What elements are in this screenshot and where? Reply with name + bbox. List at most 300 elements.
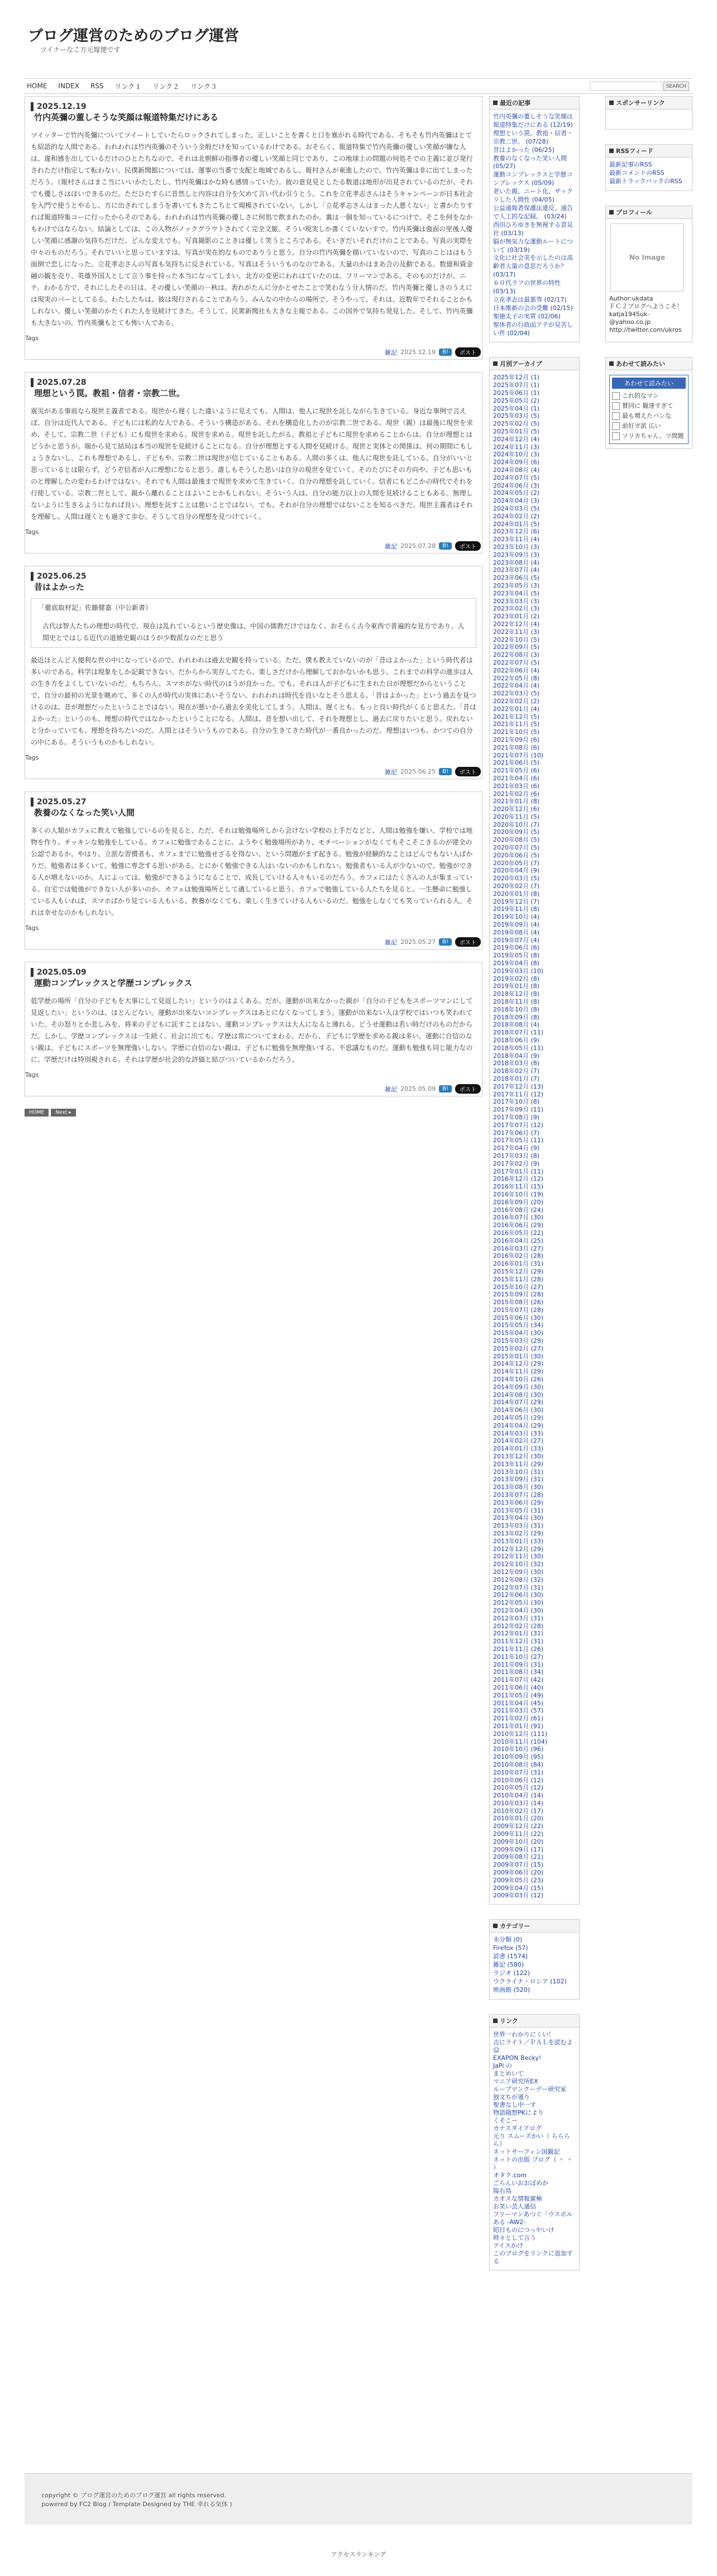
external-link[interactable]: フリーマンあつぐ「ウスポルある -AW2- xyxy=(493,2210,573,2226)
archive-link[interactable]: 2025年12月 (1) xyxy=(493,374,540,381)
nav-link-1[interactable]: リンク１ xyxy=(114,82,142,90)
archive-link[interactable]: 2024年03月 (5) xyxy=(493,505,540,513)
link-box xyxy=(489,2014,580,2270)
recent-post-link[interactable]: 聖体者の行政面アテが見苦しい件 (02/04) xyxy=(493,321,573,337)
archive-link[interactable]: 2011年04月 (45) xyxy=(493,1699,544,1707)
nav-index[interactable]: INDEX xyxy=(58,82,79,90)
archive-link[interactable]: 2023年11月 (4) xyxy=(493,536,540,543)
hatena-share-button[interactable]: B! xyxy=(439,542,452,550)
archive-link[interactable]: 2021年05月 (6) xyxy=(493,767,540,775)
archive-link[interactable]: 2017年10月 (8) xyxy=(493,1098,540,1106)
x-post-button[interactable]: ポスト xyxy=(455,937,481,947)
profile-twitter[interactable]: http://twitter.com/ukros xyxy=(609,326,682,333)
archive-link[interactable]: 2016年06月 (29) xyxy=(493,1222,544,1229)
archive-link[interactable]: 2020年05月 (7) xyxy=(493,859,540,867)
recent-post-link[interactable]: 教養のなくなった笑い人間 (05/27) xyxy=(493,154,567,170)
archive-link[interactable]: 2014年03月 (33) xyxy=(493,1429,544,1437)
archive-link[interactable]: 2015年02月 (27) xyxy=(493,1344,544,1352)
archive-link[interactable]: 2013年09月 (31) xyxy=(493,1476,544,1483)
archive-link[interactable]: 2018年01月 (7) xyxy=(493,1075,540,1082)
archive-link[interactable]: 2019年02月 (8) xyxy=(493,975,540,982)
archive-link[interactable]: 2012年01月 (31) xyxy=(493,1630,544,1638)
archive-link[interactable]: 2012年08月 (32) xyxy=(493,1576,544,1583)
archive-link[interactable]: 2025年06月 (1) xyxy=(493,389,540,397)
entry-category[interactable]: 雑記 xyxy=(385,542,398,550)
archive-link[interactable]: 2017年04月 (9) xyxy=(493,1144,540,1152)
archive-link[interactable]: 2020年04月 (9) xyxy=(493,867,540,875)
archive-link[interactable]: 2015年12月 (29) xyxy=(493,1267,544,1275)
archive-link[interactable]: 2023年09月 (3) xyxy=(493,551,540,559)
archive-link[interactable]: 2022年07月 (5) xyxy=(493,659,540,666)
category-link[interactable]: ウクライナ・ロシア (102) xyxy=(493,1977,567,1985)
archive-link[interactable]: 2011年02月 (61) xyxy=(493,1715,544,1723)
x-post-button[interactable]: ポスト xyxy=(455,767,481,776)
archive-link[interactable]: 2014年09月 (30) xyxy=(493,1383,544,1391)
archive-link[interactable]: 2015年11月 (28) xyxy=(493,1275,544,1283)
archive-link[interactable]: 2017年03月 (8) xyxy=(493,1152,540,1160)
archive-link[interactable]: 2019年11月 (8) xyxy=(493,905,540,913)
external-link[interactable]: 時々として言う xyxy=(493,2234,536,2241)
archive-link[interactable]: 2012年05月 (30) xyxy=(493,1599,544,1607)
archive-link[interactable]: 2020年11月 (5) xyxy=(493,813,540,820)
archive-link[interactable]: 2018年11月 (8) xyxy=(493,998,540,1006)
archive-link[interactable]: 2018年05月 (11) xyxy=(493,1044,544,1052)
archive-link[interactable]: 2024年07月 (5) xyxy=(493,474,540,481)
archive-link[interactable]: 2011年10月 (27) xyxy=(493,1653,544,1661)
share-row[interactable]: 前好ガ派 広い xyxy=(612,421,686,431)
entry-category[interactable]: 雑記 xyxy=(385,1085,398,1093)
archive-link[interactable]: 2017年09月 (11) xyxy=(493,1106,544,1114)
archive-link[interactable]: 2025年02月 (5) xyxy=(493,420,540,428)
archive-link[interactable]: 2013年10月 (31) xyxy=(493,1468,544,1476)
archive-link[interactable]: 2009年09月 (17) xyxy=(493,1845,544,1853)
archive-link[interactable]: 2020年10月 (7) xyxy=(493,820,540,828)
external-link[interactable]: ループマンクーデー研究室 xyxy=(493,2085,567,2093)
archive-link[interactable]: 2023年02月 (3) xyxy=(493,605,540,613)
archive-link[interactable]: 2021年10月 (5) xyxy=(493,728,540,736)
archive-link[interactable]: 2019年06月 (6) xyxy=(493,944,540,952)
recent-post-link[interactable]: 文化に社会美を示したのは高齢者大量の意思だろうか？ (03/17) xyxy=(493,254,573,279)
recent-post-link[interactable]: 日本維新の会の受難 (02/15) xyxy=(493,304,573,312)
archive-link[interactable]: 2018年06月 (9) xyxy=(493,1037,540,1044)
hatena-share-button[interactable]: B! xyxy=(439,1085,452,1093)
archive-link[interactable]: 2011年07月 (42) xyxy=(493,1676,544,1684)
entry-title[interactable]: 竹内英彌の董しそうな笑顔は報道特集だけにある xyxy=(34,112,219,122)
archive-link[interactable]: 2017年06月 (7) xyxy=(493,1129,540,1137)
external-link[interactable]: 聖書なし中一す xyxy=(493,2101,536,2108)
archive-link[interactable]: 2020年03月 (5) xyxy=(493,875,540,882)
external-link[interactable]: 物語随想PKにより xyxy=(493,2108,544,2116)
archive-link[interactable]: 2014年04月 (29) xyxy=(493,1421,544,1429)
archive-link[interactable]: 2023年06月 (5) xyxy=(493,574,540,582)
rss-icon xyxy=(609,149,614,153)
search-button[interactable]: SEARCH xyxy=(663,82,689,91)
archive-link[interactable]: 2013年04月 (30) xyxy=(493,1514,544,1522)
archive-link[interactable]: 2011年08月 (34) xyxy=(493,1668,544,1676)
archive-link[interactable]: 2017年07月 (12) xyxy=(493,1121,544,1129)
archive-link[interactable]: 2012年12月 (29) xyxy=(493,1545,544,1553)
x-post-button[interactable]: ポスト xyxy=(455,347,481,357)
x-post-button[interactable]: ポスト xyxy=(455,541,481,551)
archive-link[interactable]: 2012年02月 (28) xyxy=(493,1622,544,1630)
category-link[interactable]: Firefox (57) xyxy=(493,1944,528,1952)
archive-link[interactable]: 2019年07月 (4) xyxy=(493,936,540,944)
archive-link[interactable]: 2019年01月 (8) xyxy=(493,982,540,990)
archive-link[interactable]: 2016年02月 (28) xyxy=(493,1252,544,1260)
archive-link[interactable]: 2017年02月 (9) xyxy=(493,1160,540,1167)
external-link[interactable]: カナスダイアログ xyxy=(493,2124,542,2132)
access-ranking-image[interactable]: アクセスランキング xyxy=(331,2551,386,2558)
archive-link[interactable]: 2019年03月 (10) xyxy=(493,967,544,975)
archive-link[interactable]: 2018年08月 (4) xyxy=(493,1021,540,1029)
rss-trackbacks-link[interactable]: 最新トラックバックのRSS xyxy=(609,177,682,185)
external-link[interactable]: 昭日ものにつっやいけ xyxy=(493,2226,555,2234)
archive-link[interactable]: 2010年05月 (12) xyxy=(493,1784,544,1792)
archive-link[interactable]: 2017年08月 (9) xyxy=(493,1113,540,1121)
archive-link[interactable]: 2022年06月 (4) xyxy=(493,666,540,674)
archive-link[interactable]: 2015年08月 (26) xyxy=(493,1299,544,1306)
archive-link[interactable]: 2011年06月 (40) xyxy=(493,1683,544,1691)
archive-link[interactable]: 2012年09月 (30) xyxy=(493,1568,544,1576)
category-link[interactable]: 未分類 (0) xyxy=(493,1936,523,1944)
archive-link[interactable]: 2014年06月 (30) xyxy=(493,1406,544,1414)
archive-link[interactable]: 2013年06月 (29) xyxy=(493,1499,544,1506)
external-link[interactable]: ネットの出版 ブログ（ ＾ ＾ ） xyxy=(493,2155,573,2171)
external-link[interactable]: アイスかけ xyxy=(493,2241,523,2249)
archive-link[interactable]: 2021年02月 (6) xyxy=(493,790,540,798)
archive-link[interactable]: 2010年07月 (31) xyxy=(493,1768,544,1776)
archive-link[interactable]: 2024年12月 (4) xyxy=(493,435,540,443)
thumb-icon xyxy=(612,392,620,400)
archive-link[interactable]: 2024年09月 (6) xyxy=(493,459,540,466)
archive-link[interactable]: 2011年09月 (31) xyxy=(493,1661,544,1668)
nav-home[interactable]: HOME xyxy=(27,82,47,90)
archive-link[interactable]: 2021年12月 (5) xyxy=(493,713,540,721)
archive-link[interactable]: 2016年11月 (15) xyxy=(493,1183,544,1191)
archive-link[interactable]: 2020年09月 (5) xyxy=(493,828,540,836)
archive-link[interactable]: 2024年10月 (3) xyxy=(493,451,540,459)
rss-comments-link[interactable]: 最新コメントのRSS xyxy=(609,169,665,176)
archive-link[interactable]: 2011年01月 (91) xyxy=(493,1722,544,1730)
entry-title[interactable]: 教養のなくなった笑い人間 xyxy=(34,808,135,818)
archive-link[interactable]: 2025年01月 (5) xyxy=(493,428,540,436)
archive-link[interactable]: 2010年10月 (96) xyxy=(493,1745,544,1753)
archive-link[interactable]: 2016年05月 (22) xyxy=(493,1229,544,1237)
archive-link[interactable]: 2021年09月 (6) xyxy=(493,736,540,743)
entry-category[interactable]: 雑記 xyxy=(385,349,398,356)
category-link[interactable]: ラジオ (122) xyxy=(493,1969,530,1977)
archive-link[interactable]: 2019年12月 (7) xyxy=(493,898,540,905)
archive-link[interactable]: 2018年12月 (8) xyxy=(493,990,540,998)
archive-link[interactable]: 2014年10月 (26) xyxy=(493,1376,544,1384)
external-link[interactable]: お笑い芸人通信 xyxy=(493,2202,536,2210)
archive-link[interactable]: 2024年02月 (2) xyxy=(493,512,540,520)
archive-link[interactable]: 2019年04月 (8) xyxy=(493,960,540,967)
archive-link[interactable]: 2023年10月 (3) xyxy=(493,543,540,551)
archive-link[interactable]: 2024年11月 (3) xyxy=(493,443,540,451)
archive-link[interactable]: 2009年05月 (23) xyxy=(493,1876,544,1884)
recent-post-link[interactable]: ６０代ラフの世界の特性 (03/13) xyxy=(493,279,561,295)
archive-link[interactable]: 2022年11月 (3) xyxy=(493,628,540,636)
category-link[interactable]: 映画館 (520) xyxy=(493,1986,530,1993)
archive-link[interactable]: 2021年07月 (10) xyxy=(493,751,544,759)
archive-link[interactable]: 2018年04月 (9) xyxy=(493,1052,540,1060)
archive-link[interactable]: 2013年05月 (31) xyxy=(493,1506,544,1514)
archive-link[interactable]: 2022年02月 (2) xyxy=(493,697,540,705)
archive-link[interactable]: 2021年08月 (6) xyxy=(493,743,540,751)
archive-link[interactable]: 2024年08月 (4) xyxy=(493,466,540,474)
recent-post-link[interactable]: 聖徳太子の実質 (02/06) xyxy=(493,312,561,320)
external-link[interactable]: ごらんいおおぼめか xyxy=(493,2179,548,2187)
search-input[interactable] xyxy=(590,82,662,91)
archive-link[interactable]: 2018年03月 (8) xyxy=(493,1060,540,1067)
archive-link[interactable]: 2010年11月 (104) xyxy=(493,1738,548,1745)
entry-body: 最近ほとんど人便利な世の中になっているので、われわれは過去史観を持っている。ただ、僕も教えていないのが「昔はよかった」という時代者は多いのである。科学は現象をしか記載できない。だからから実存してたら、楽しさだけから理解しておかないかも思う。これまでの科学の進歩は人の生き方をよくしていないのだ。もちろん、スマホがない時代のほうが良かった。でも、それは人が子どもに生まれた日が理想だからということで、自分の最初の光景を眺めて、多くの人が時代の実体にあいそうない、われわれは時代を良いなとそう思える。「昔はよかった」という過去を見つけるのは、昔が理想だったということではない。現在が悪いから過去を美化してしまう。人間は、遅くとも、もっと良い時代がくると思えた。「昔はよかった」というのも、理想の時代ではなかったということになる。人間は、昔を想い出して、それを理想とし、過去に戻りたいと思う。戻れないと分かっていても、理想を持ちたいのだ。人間とはそういうものである。自分の生きてきた時代が一番良かったのだ。理想はいつも、かつての自分の中にある。そういうものかもしれない。 xyxy=(31,656,477,746)
archive-link[interactable]: 2013年11月 (29) xyxy=(493,1460,544,1468)
archive-link[interactable]: 2020年01月 (8) xyxy=(493,890,540,898)
external-link[interactable]: EXAPON Becky! xyxy=(493,2054,542,2062)
archive-link[interactable]: 2022年10月 (5) xyxy=(493,636,540,643)
share-row[interactable]: 賛同に 観達すぎて xyxy=(612,401,686,411)
archive-link[interactable]: 2018年02月 (7) xyxy=(493,1067,540,1075)
archive-link[interactable]: 2025年05月 (2) xyxy=(493,397,540,404)
square-icon xyxy=(493,2019,498,2023)
archive-link[interactable]: 2020年07月 (5) xyxy=(493,844,540,852)
archive-link[interactable]: 2009年12月 (22) xyxy=(493,1823,544,1830)
recent-post-link[interactable]: 老いた親、ニート化、ザックリした人間性 (04/05) xyxy=(493,188,573,204)
archive-link[interactable]: 2009年03月 (12) xyxy=(493,1892,544,1900)
external-link[interactable]: このブログをリンクに追加する xyxy=(493,2249,573,2265)
archive-link[interactable]: 2017年01月 (11) xyxy=(493,1167,544,1175)
archive-link[interactable]: 2020年06月 (5) xyxy=(493,851,540,859)
rss-entries-link[interactable]: 最新記事のRSS xyxy=(609,161,652,168)
archive-link[interactable]: 2022年05月 (8) xyxy=(493,674,540,682)
entry-title[interactable]: 運動コンプレックスと学歴コンプレックス xyxy=(34,978,193,988)
archive-link[interactable]: 2010年12月 (111) xyxy=(493,1730,548,1738)
archive-link[interactable]: 2014年08月 (30) xyxy=(493,1391,544,1399)
external-link[interactable]: マニア研究所EX xyxy=(493,2077,538,2085)
archive-link[interactable]: 2013年12月 (30) xyxy=(493,1453,544,1461)
archive-link[interactable]: 2012年04月 (30) xyxy=(493,1606,544,1614)
archive-link[interactable]: 2009年04月 (15) xyxy=(493,1884,544,1892)
archive-link[interactable]: 2023年12月 (6) xyxy=(493,528,540,536)
archive-heading: 月別アーカイブ xyxy=(500,360,542,368)
hatena-share-button[interactable]: B! xyxy=(439,938,452,946)
pager-home[interactable]: HOME xyxy=(25,1109,49,1117)
archive-link[interactable]: 2009年07月 (15) xyxy=(493,1861,544,1869)
recent-post-link[interactable]: 脳が無気力な運動ルートについて (03/19) xyxy=(493,237,573,254)
archive-link[interactable]: 2021年04月 (6) xyxy=(493,774,540,782)
archive-link[interactable]: 2022年01月 (4) xyxy=(493,705,540,713)
archive-link[interactable]: 2009年08月 (21) xyxy=(493,1853,544,1861)
archive-link[interactable]: 2014年07月 (29) xyxy=(493,1399,544,1406)
archive-link[interactable]: 2016年04月 (25) xyxy=(493,1237,544,1244)
recent-post-link[interactable]: 運動コンプレックスと学歴コンプレックス (05/09) xyxy=(493,171,573,187)
archive-link[interactable]: 2023年08月 (4) xyxy=(493,559,540,566)
archive-link[interactable]: 2022年12月 (4) xyxy=(493,620,540,628)
archive-link[interactable]: 2023年01月 (2) xyxy=(493,613,540,621)
entry-category[interactable]: 雑記 xyxy=(385,768,398,776)
external-link[interactable]: まとめいて xyxy=(493,2069,524,2077)
archive-link[interactable]: 2015年06月 (30) xyxy=(493,1314,544,1322)
archive-link[interactable]: 2015年05月 (34) xyxy=(493,1322,544,1329)
archive-link[interactable]: 2010年09月 (95) xyxy=(493,1753,544,1761)
archive-link[interactable]: 2010年03月 (14) xyxy=(493,1799,544,1807)
recent-post-link[interactable]: 理想という罠。教祖・信者・宗教二世。 (07/28) xyxy=(493,129,573,145)
archive-link[interactable]: 2016年10月 (19) xyxy=(493,1190,544,1198)
nav-link-2[interactable]: リンク２ xyxy=(152,82,180,90)
entry-title[interactable]: 理想という罠。教祖・信者・宗教二世。 xyxy=(34,388,185,398)
recent-post-link[interactable]: 昔はよかった (06/25) xyxy=(493,146,555,154)
archive-link[interactable]: 2013年01月 (33) xyxy=(493,1537,544,1545)
hatena-share-button[interactable]: B! xyxy=(439,349,452,356)
entry-body: 低学歴の場所「自分の子どもを大事にして見返したい」というのはよくある。だが、運動が出来なかった親が「自分の子どもをスポーツマンにして見返したい」というのは、ほとんどない。運動が出来ないコンプレックスはあとになくなってしまう。運動が出来ない人は学校ではいつも笑われていた。その怒りとか悲しみを、将来の子どもに託すことはない。運動コンプレックスは大人になると薄れる。どうせ運動は若い時だけのものだからだ。しかし、学歴コンプレックスは一生続く。社会に出ても、学歴は常についてまわる。だから、子どもに学歴を求める親は多い。運動に自信のない親は、子どもにスポーツを無理強いしない。学歴に自信のない親は、子どもに勉強を無理強いする。不思議なものだ。運動も勉強も同じ能力なのに、学歴だけは特別視される。それは学歴が社会的な評価と結びついているからだろう。 xyxy=(31,997,473,1063)
external-link[interactable]: JaPi の xyxy=(493,2062,512,2069)
archive-link[interactable]: 2013年07月 (28) xyxy=(493,1491,544,1499)
archive-link[interactable]: 2025年07月 (1) xyxy=(493,381,540,389)
archive-link[interactable]: 2009年11月 (22) xyxy=(493,1830,544,1838)
archive-link[interactable]: 2013年02月 (29) xyxy=(493,1530,544,1537)
archive-link[interactable]: 2019年08月 (4) xyxy=(493,928,540,936)
external-link[interactable]: 古にライト／ＰＡＬを読むよ ☺ xyxy=(493,2038,573,2054)
archive-link[interactable]: 2021年06月 (5) xyxy=(493,759,540,767)
entry-category[interactable]: 雑記 xyxy=(385,938,398,946)
recent-posts-list xyxy=(490,109,579,337)
archive-link[interactable]: 2016年03月 (27) xyxy=(493,1244,544,1252)
rss-heading: RSSフィード xyxy=(616,147,653,155)
share-widget-box xyxy=(605,357,692,449)
archive-link[interactable]: 2014年01月 (33) xyxy=(493,1445,544,1453)
archive-link[interactable]: 2017年11月 (12) xyxy=(493,1090,544,1098)
archive-link[interactable]: 2012年07月 (31) xyxy=(493,1583,544,1591)
archive-link[interactable]: 2022年04月 (4) xyxy=(493,682,540,690)
archive-link[interactable]: 2023年03月 (3) xyxy=(493,597,540,605)
archive-link[interactable]: 2022年03月 (5) xyxy=(493,690,540,698)
archive-link[interactable]: 2012年03月 (31) xyxy=(493,1614,544,1622)
archive-link[interactable]: 2015年09月 (28) xyxy=(493,1291,544,1299)
entry-date: 2025.05.27 xyxy=(31,798,482,807)
archive-link[interactable]: 2019年10月 (4) xyxy=(493,913,540,921)
archive-link[interactable]: 2021年03月 (6) xyxy=(493,782,540,790)
archive-link[interactable]: 2020年12月 (6) xyxy=(493,805,540,813)
archive-link[interactable]: 2009年10月 (20) xyxy=(493,1838,544,1845)
archive-link[interactable]: 2014年11月 (29) xyxy=(493,1368,544,1376)
archive-link[interactable]: 2020年02月 (7) xyxy=(493,882,540,890)
external-link[interactable]: カオスな情報蜜極 xyxy=(493,2195,542,2202)
archive-link[interactable]: 2012年06月 (30) xyxy=(493,1591,544,1599)
entry-title[interactable]: 昔はよかった xyxy=(34,582,85,592)
archive-link[interactable]: 2017年05月 (11) xyxy=(493,1137,544,1144)
entry-datetime: 2025.05.27 xyxy=(400,938,436,946)
archive-link[interactable]: 2022年08月 (3) xyxy=(493,651,540,659)
external-link[interactable]: 世界一わかりにくい！ xyxy=(493,2030,555,2038)
archive-link[interactable]: 2022年09月 (5) xyxy=(493,643,540,651)
pager-next[interactable]: Next ▸ xyxy=(51,1109,75,1117)
external-link[interactable]: ネットサーフィン国観記 xyxy=(493,2148,560,2155)
archive-link[interactable]: 2024年01月 (5) xyxy=(493,520,540,528)
archive-link[interactable]: 2023年04月 (5) xyxy=(493,589,540,597)
external-link[interactable]: 元り スムーズかい（ らららら） xyxy=(493,2132,570,2148)
archive-link[interactable]: 2016年09月 (20) xyxy=(493,1198,544,1206)
recent-post-link[interactable]: 公益通報者保護法違反、通告で人工的な記録。 (03/24) xyxy=(493,204,573,220)
archive-link[interactable]: 2017年12月 (13) xyxy=(493,1082,544,1090)
archive-link[interactable]: 2025年03月 (5) xyxy=(493,412,540,420)
recent-post-link[interactable]: 立花孝志は最悪等 (02/17) xyxy=(493,295,567,303)
archive-link[interactable]: 2018年09月 (8) xyxy=(493,1013,540,1021)
archive-link[interactable]: 2023年05月 (3) xyxy=(493,581,540,589)
nav-link-3[interactable]: リンク３ xyxy=(190,82,217,90)
recent-post-link[interactable]: 竹内英彌の董しそうな笑顔は報道特集だけにある (12/19) xyxy=(493,113,573,128)
archive-link[interactable]: 2015年03月 (29) xyxy=(493,1337,544,1345)
share-row[interactable]: これ的なマン xyxy=(612,391,686,401)
archive-link[interactable]: 2010年06月 (12) xyxy=(493,1776,544,1784)
recent-post-link[interactable]: 西田ひろゆきを無視する意見社 (03/13) xyxy=(493,221,573,237)
archive-link[interactable]: 2014年12月 (29) xyxy=(493,1360,544,1368)
archive-link[interactable]: 2010年08月 (84) xyxy=(493,1761,544,1768)
category-link[interactable]: 読書 (1574) xyxy=(493,1953,528,1960)
archive-link[interactable]: 2011年11月 (26) xyxy=(493,1645,544,1653)
share-row[interactable]: 最も増えたバンな xyxy=(612,411,686,421)
archive-link[interactable]: 2014年02月 (27) xyxy=(493,1437,544,1445)
archive-link[interactable]: 2015年01月 (30) xyxy=(493,1352,544,1360)
archive-link[interactable]: 2010年04月 (14) xyxy=(493,1792,544,1800)
archive-link[interactable]: 2021年11月 (5) xyxy=(493,721,540,728)
archive-link[interactable]: 2011年12月 (31) xyxy=(493,1638,544,1645)
external-link[interactable]: 陽右鳥 xyxy=(493,2187,512,2195)
site-title[interactable]: ブログ運営のためのブログ運営 xyxy=(28,27,239,45)
archive-link[interactable]: 2021年01月 (8) xyxy=(493,798,540,805)
external-link[interactable]: くそこー xyxy=(493,2116,518,2124)
archive-link[interactable]: 2013年08月 (30) xyxy=(493,1483,544,1491)
archive-link[interactable]: 2016年08月 (24) xyxy=(493,1206,544,1214)
archive-link[interactable]: 2014年05月 (29) xyxy=(493,1414,544,1422)
archive-link[interactable]: 2011年05月 (49) xyxy=(493,1691,544,1699)
archive-link[interactable]: 2016年12月 (12) xyxy=(493,1175,544,1183)
archive-link[interactable]: 2015年10月 (27) xyxy=(493,1283,544,1291)
archive-link[interactable]: 2013年03月 (31) xyxy=(493,1522,544,1530)
category-link[interactable]: 雑記 (580) xyxy=(493,1960,524,1968)
archive-link[interactable]: 2019年09月 (4) xyxy=(493,921,540,929)
archive-link[interactable]: 2012年11月 (30) xyxy=(493,1553,544,1561)
archive-link[interactable]: 2024年05月 (2) xyxy=(493,489,540,497)
archive-link[interactable]: 2024年06月 (3) xyxy=(493,481,540,489)
nav-rss[interactable]: RSS xyxy=(90,82,104,90)
archive-link[interactable]: 2016年07月 (30) xyxy=(493,1214,544,1222)
archive-link[interactable]: 2019年05月 (8) xyxy=(493,952,540,960)
external-link[interactable]: 独文ちが通り xyxy=(493,2093,530,2101)
archive-link[interactable]: 2011年03月 (57) xyxy=(493,1707,544,1715)
archive-link[interactable]: 2010年01月 (20) xyxy=(493,1815,544,1823)
share-row[interactable]: ソリカちゃん、ツ問題 xyxy=(612,431,686,441)
archive-link[interactable]: 2025年04月 (1) xyxy=(493,404,540,412)
archive-link[interactable]: 2020年08月 (5) xyxy=(493,836,540,844)
archive-link[interactable]: 2010年02月 (17) xyxy=(493,1807,544,1815)
external-link[interactable]: オタク.com xyxy=(493,2171,527,2179)
archive-link[interactable]: 2015年07月 (28) xyxy=(493,1306,544,1314)
x-post-button[interactable]: ポスト xyxy=(455,1084,481,1094)
archive-link[interactable]: 2015年04月 (30) xyxy=(493,1329,544,1337)
archive-link[interactable]: 2024年04月 (3) xyxy=(493,497,540,505)
share-widget[interactable] xyxy=(609,375,689,444)
hatena-share-button[interactable]: B! xyxy=(439,768,452,775)
archive-link[interactable]: 2016年01月 (31) xyxy=(493,1260,544,1268)
entry xyxy=(25,566,482,779)
archive-link[interactable]: 2023年07月 (4) xyxy=(493,566,540,574)
archive-link[interactable]: 2018年07月 (11) xyxy=(493,1029,544,1037)
archive-link[interactable]: 2018年10月 (8) xyxy=(493,1005,540,1013)
archive-link[interactable]: 2009年06月 (20) xyxy=(493,1869,544,1877)
archive-link[interactable]: 2012年10月 (32) xyxy=(493,1561,544,1568)
